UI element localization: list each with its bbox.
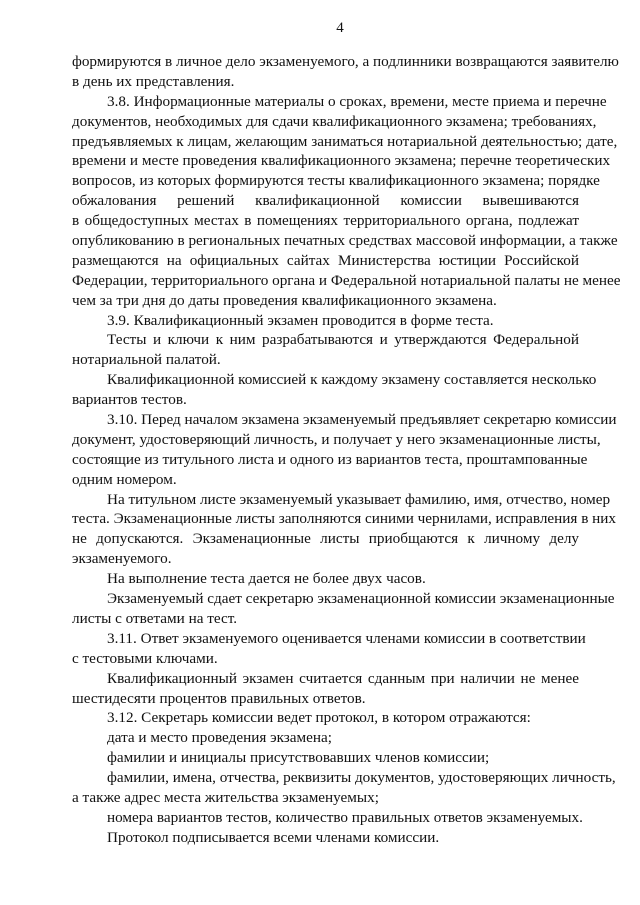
paragraph — [72, 669, 579, 709]
paragraph — [72, 808, 583, 828]
paragraph — [72, 629, 586, 669]
text-line: вариантов тестов. — [72, 391, 187, 409]
text-line: в общедоступных местах в помещениях территориального органа, подлежат — [72, 212, 579, 230]
paragraph — [72, 330, 579, 370]
text-line: Квалификационный экзамен считается сданным при наличии не менее — [107, 669, 579, 687]
paragraph — [72, 828, 579, 848]
paragraph — [72, 52, 619, 92]
text-line: размещаются на официальных сайтах Министерства юстиции Российской — [72, 251, 579, 269]
text-line: обжалования решений квалификационной комиссии вывешиваются — [72, 192, 579, 210]
paragraph — [72, 748, 579, 768]
text-line: чем за три дня до даты проведения квалификационного экзамена. — [72, 291, 497, 309]
document-body — [72, 52, 621, 848]
text-line: нотариальной палатой. — [72, 351, 221, 369]
paragraph — [72, 490, 617, 570]
text-line: в день их представления. — [72, 72, 235, 90]
text-line: а также адрес места жительства экзаменуемых; — [72, 788, 379, 806]
text-line: 3.8. Информационные материалы о сроках, времени, месте приема и перечне — [107, 92, 607, 110]
text-line: Экзаменуемый сдает секретарю экзаменационной комиссии экзаменационные — [107, 590, 615, 608]
text-line: На титульном листе экзаменуемый указывает фамилию, имя, отчество, номер — [107, 490, 611, 508]
text-line: листы с ответами на тест. — [72, 609, 238, 627]
text-line: теста. Экзаменационные листы заполняются синими чернилами, исправления в них — [72, 510, 617, 528]
text-line: документов, необходимых для сдачи квалификационного экзамена; требованиях, — [72, 112, 597, 130]
paragraph — [72, 311, 579, 331]
paragraph — [72, 410, 617, 490]
paragraph — [72, 728, 579, 748]
text-line: фамилии и инициалы присутствовавших членов комиссии; — [107, 749, 490, 767]
text-line: состоящие из титульного листа и одного из вариантов теста, проштампованные — [72, 450, 588, 468]
paragraph — [72, 370, 597, 410]
text-line: предъявляемых к лицам, желающим заниматься нотариальной деятельностью; дате, — [72, 132, 618, 150]
page-number: 4 — [336, 20, 344, 36]
text-line: Тесты и ключи к ним разрабатываются и утверждаются Федеральной — [107, 331, 579, 349]
text-line: вопросов, из которых формируются тесты квалификационного экзамена; порядке — [72, 172, 600, 190]
text-line: 3.11. Ответ экзаменуемого оценивается членами комиссии в соответствии — [107, 629, 586, 647]
text-line: экзаменуемого. — [72, 550, 172, 568]
text-line: фамилии, имена, отчества, реквизиты документов, удостоверяющих личность, — [107, 769, 616, 787]
paragraph — [72, 768, 616, 808]
text-line: времени и месте проведения квалификационного экзамена; перечне теоретических — [72, 152, 611, 170]
text-line: формируются в личное дело экзаменуемого, а подлинники возвращаются заявителю — [72, 53, 619, 70]
text-line: номера вариантов тестов, количество правильных ответов экзаменуемых. — [107, 808, 583, 826]
text-line: Протокол подписывается всеми членами комиссии. — [107, 828, 440, 846]
text-line: шестидесяти процентов правильных ответов. — [72, 689, 366, 707]
text-line: На выполнение теста дается не более двух часов. — [107, 570, 426, 588]
paragraph — [72, 708, 579, 728]
text-line: опубликованию в региональных печатных средствах массовой информации, а также — [72, 232, 618, 250]
text-line: 3.10. Перед началом экзамена экзаменуемый предъявляет секретарю комиссии — [107, 411, 617, 429]
text-line: не допускаются. Экзаменационные листы приобщаются к личному делу — [72, 530, 579, 548]
text-line: дата и место проведения экзамена; — [107, 729, 332, 747]
text-line: с тестовыми ключами. — [72, 649, 218, 667]
text-line: одним номером. — [72, 470, 177, 488]
text-line: Квалификационной комиссией к каждому экзамену составляется несколько — [107, 371, 597, 389]
text-line: документ, удостоверяющий личность, и получает у него экзаменационные листы, — [72, 430, 601, 448]
text-line: Федерации, территориального органа и Федеральной нотариальной палаты не менее — [72, 271, 621, 289]
paragraph — [72, 569, 579, 589]
paragraph — [72, 92, 621, 311]
text-line: 3.12. Секретарь комиссии ведет протокол, в котором отражаются: — [107, 709, 531, 727]
paragraph — [72, 589, 615, 629]
text-line: 3.9. Квалификационный экзамен проводится в форме теста. — [107, 311, 494, 329]
